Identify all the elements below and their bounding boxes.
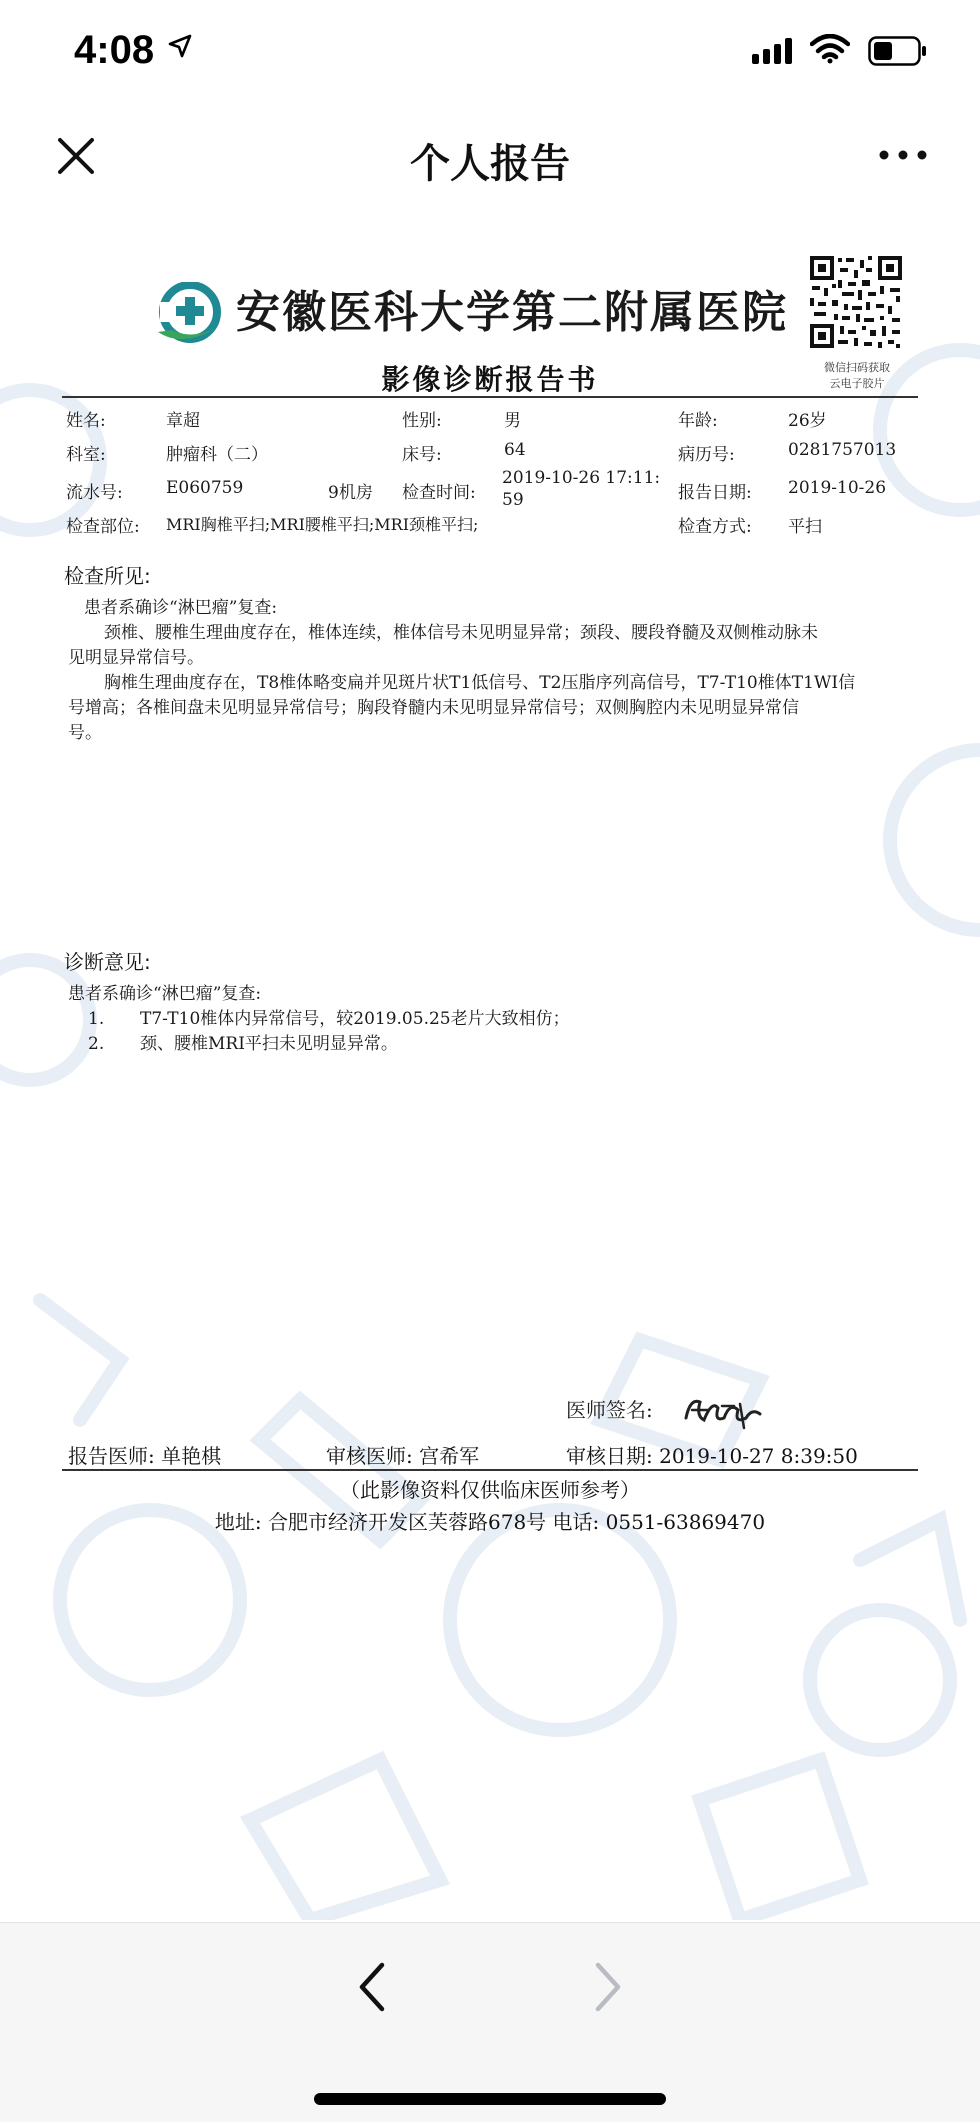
findings-line: 号。	[68, 723, 102, 743]
findings-title: 检查所见:	[64, 564, 151, 588]
review-date: 审核日期: 2019-10-27 8:39:50	[566, 1444, 858, 1468]
dept-value: 肿瘤科（二）	[166, 445, 268, 465]
name-value: 章超	[166, 411, 200, 431]
forward-arrow-icon[interactable]	[588, 1957, 628, 2017]
dept-label: 科室:	[66, 445, 106, 465]
cellular-signal-icon	[752, 38, 796, 64]
exam-part-label: 检查部位:	[66, 517, 140, 537]
reporting-doctor: 报告医师: 单艳棋	[68, 1444, 222, 1468]
exam-method-value: 平扫	[788, 517, 822, 537]
back-arrow-icon[interactable]	[352, 1957, 392, 2017]
battery-icon	[868, 36, 928, 66]
diagnosis-item-number: 1.	[88, 1009, 105, 1029]
bed-label: 床号:	[402, 445, 442, 465]
diagnosis-item-text: 颈、腰椎MRI平扫未见明显异常。	[140, 1034, 398, 1054]
footer-divider	[62, 1469, 918, 1471]
findings-line: 颈椎、腰椎生理曲度存在，椎体连续，椎体信号未见明显异常；颈段、腰段脊髓及双侧椎动脉未	[104, 623, 818, 643]
more-options-icon[interactable]	[878, 140, 928, 170]
nav-bar	[0, 110, 980, 200]
signature-label: 医师签名:	[566, 1398, 653, 1422]
disclaimer: （此影像资料仅供临床医师参考）	[340, 1478, 640, 1502]
home-indicator[interactable]	[314, 2093, 666, 2105]
findings-line: 患者系确诊“淋巴瘤”复查:	[84, 598, 278, 618]
document-title: 影像诊断报告书	[381, 363, 599, 396]
status-time: 4:08	[74, 28, 155, 72]
hospital-name: 安徽医科大学第二附属医院	[236, 287, 788, 338]
diagnosis-item-number: 2.	[88, 1034, 105, 1054]
record-label: 病历号:	[678, 445, 735, 465]
reviewing-doctor: 审核医师: 宫希军	[326, 1444, 480, 1468]
hospital-logo-icon	[152, 282, 222, 348]
hospital-address: 地址: 合肥市经济开发区芙蓉路678号 电话: 0551-63869470	[214, 1510, 766, 1534]
report-date-value: 2019-10-26	[788, 478, 887, 498]
qr-code[interactable]	[808, 254, 904, 350]
exam-method-label: 检查方式:	[678, 517, 752, 537]
bottom-toolbar	[0, 1922, 980, 2122]
diagnosis-title: 诊断意见:	[64, 950, 151, 974]
doctor-signature	[678, 1388, 768, 1436]
room-value: 9机房	[328, 483, 373, 503]
diagnosis-intro: 患者系确诊“淋巴瘤”复查:	[68, 984, 262, 1004]
exam-part-value: MRI胸椎平扫;MRI腰椎平扫;MRI颈椎平扫;	[166, 515, 479, 534]
serial-label: 流水号:	[66, 483, 123, 503]
header-divider	[62, 396, 918, 398]
report-date-label: 报告日期:	[678, 483, 752, 503]
findings-line: 见明显异常信号。	[68, 648, 204, 668]
exam-time-label: 检查时间:	[402, 483, 476, 503]
serial-value: E060759	[166, 478, 244, 498]
qr-caption-line: 云电子胶片	[829, 377, 885, 390]
qr-caption-line: 微信扫码获取	[824, 361, 890, 374]
location-arrow-icon	[168, 34, 192, 58]
exam-time-value: 2019-10-26 17:11:	[502, 468, 661, 488]
close-icon[interactable]	[52, 132, 100, 180]
findings-line: 胸椎生理曲度存在，T8椎体略变扁并见斑片状T1低信号、T2压脂序列高信号，T7-T10椎体T1WI信	[104, 673, 856, 693]
bed-value: 64	[504, 440, 526, 460]
record-value: 0281757013	[788, 440, 897, 460]
name-label: 姓名:	[66, 411, 106, 431]
diagnosis-item-text: T7-T10椎体内异常信号，较2019.05.25老片大致相仿；	[140, 1009, 570, 1029]
age-label: 年龄:	[678, 411, 718, 431]
wifi-icon	[810, 34, 850, 64]
exam-time-value-seconds: 59	[502, 490, 524, 510]
gender-label: 性别:	[402, 411, 442, 431]
age-value: 26岁	[788, 411, 827, 431]
page-title: 个人报告	[410, 141, 570, 187]
gender-value: 男	[504, 411, 521, 431]
findings-line: 号增高；各椎间盘未见明显异常信号；胸段脊髓内未见明显异常信号；双侧胸腔内未见明显异常信	[68, 698, 799, 718]
status-bar	[0, 0, 980, 100]
report-document	[60, 240, 920, 1560]
